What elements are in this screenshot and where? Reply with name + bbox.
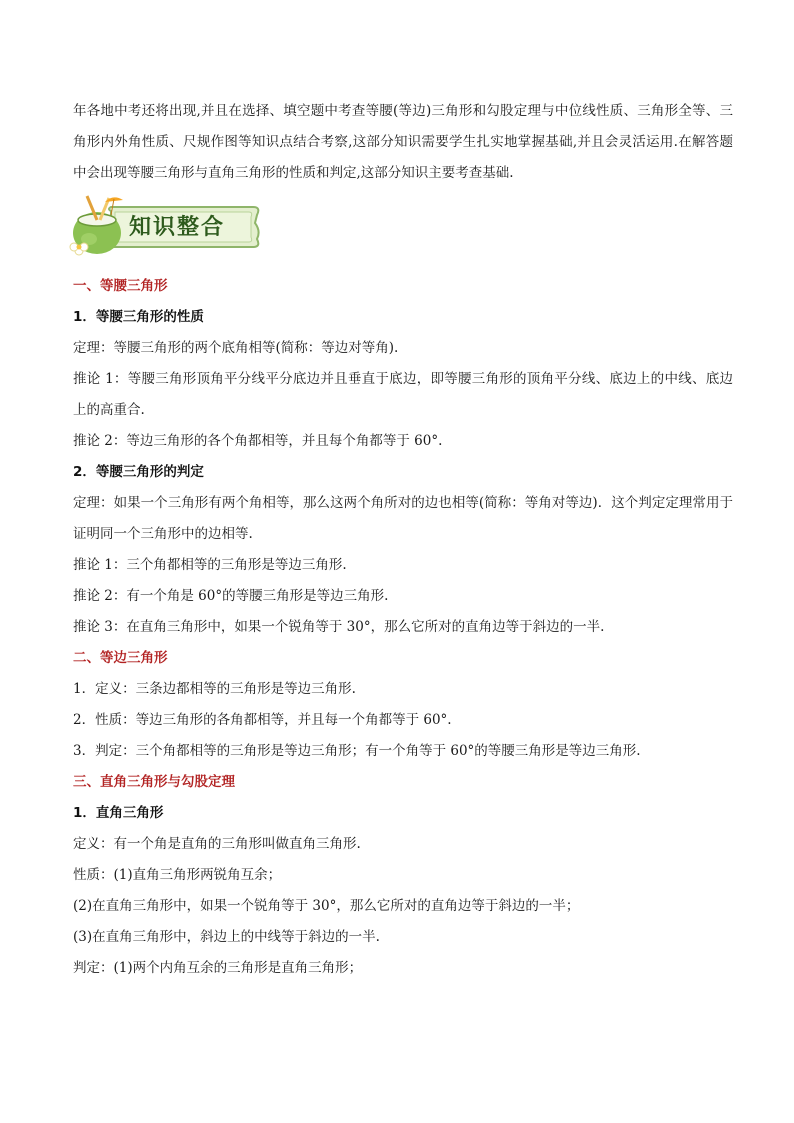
text-line: (2)在直角三角形中，如果一个锐角等于 30°，那么它所对的直角边等于斜边的一半；: [73, 898, 580, 914]
text-line: 定义：有一个角是直角的三角形叫做直角三角形.: [73, 836, 361, 852]
text-line: 判定：(1)两个内角互余的三角形是直角三角形；: [73, 960, 363, 976]
text-line: 推论 2：有一个角是 60°的等腰三角形是等边三角形.: [73, 588, 389, 604]
text-line: 定理：如果一个三角形有两个角相等，那么这两个角所对的边也相等(简称：等角对等边)．这个判定定理常用于证明同一个三角形中的边相等.: [73, 495, 733, 542]
knowledge-banner: [67, 193, 267, 259]
text-line: 推论 1：三个角都相等的三角形是等边三角形.: [73, 557, 347, 573]
text-line: 推论 2：等边三角形的各个角都相等，并且每个角都等于 60°.: [73, 433, 443, 449]
subsection-title-isosceles-criteria: 2．等腰三角形的判定: [73, 464, 204, 480]
banner-title: 知识整合: [129, 215, 226, 240]
text-line: 2．性质：等边三角形的各角都相等，并且每一个角都等于 60°.: [73, 712, 452, 728]
intro-paragraph: 年各地中考还将出现,并且在选择、填空题中考查等腰(等边)三角形和勾股定理与中位线性质、三角形全等、三角形内外角性质、尺规作图等知识点结合考察,这部分知识需要学生扎实地掌握基础,并且会灵活运用.在解答题中会出现等腰三角形与直角三角形的性质和判定,这部分知识主要考查基础.: [73, 103, 733, 181]
section-title-equilateral: 二、等边三角形: [73, 650, 168, 666]
section-title-isosceles: 一、等腰三角形: [73, 278, 168, 294]
text-line: (3)在直角三角形中，斜边上的中线等于斜边的一半.: [73, 929, 380, 945]
text-line: 推论 1：等腰三角形顶角平分线平分底边并且垂直于底边，即等腰三角形的顶角平分线、底边上的中线、底边上的高重合.: [73, 371, 733, 418]
subsection-title-isosceles-properties: 1．等腰三角形的性质: [73, 309, 204, 325]
text-line: 性质：(1)直角三角形两锐角互余；: [73, 867, 282, 883]
text-line: 推论 3：在直角三角形中，如果一个锐角等于 30°，那么它所对的直角边等于斜边的一半.: [73, 619, 605, 635]
document-content: [73, 96, 733, 984]
subsection-title-right-triangle: 1．直角三角形: [73, 805, 164, 821]
text-line: 定理：等腰三角形的两个底角相等(简称：等边对等角).: [73, 340, 399, 356]
text-line: 3．判定：三个角都相等的三角形是等边三角形；有一个角等于 60°的等腰三角形是等边三角形.: [73, 743, 641, 759]
text-line: 1．定义：三条边都相等的三角形是等边三角形.: [73, 681, 356, 697]
section-title-right-triangle: 三、直角三角形与勾股定理: [73, 774, 235, 790]
